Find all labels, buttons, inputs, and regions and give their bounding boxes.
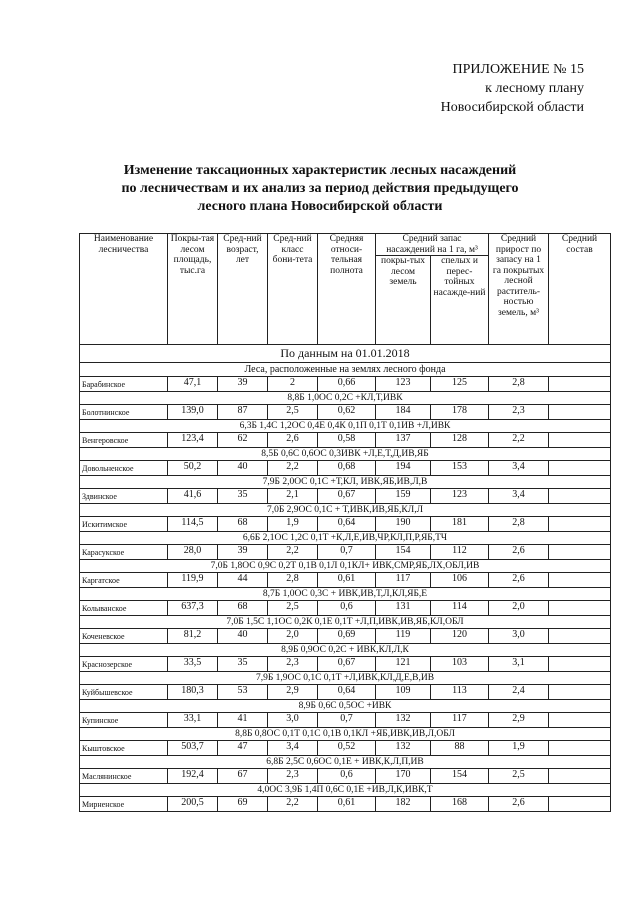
density-cell: 0,58 — [318, 433, 376, 448]
stock-mature-cell: 117 — [431, 713, 489, 728]
stock-mature-cell: 178 — [431, 405, 489, 420]
area-cell: 47,1 — [168, 377, 218, 392]
forestry-name-cell: Венгеровское — [80, 433, 168, 448]
composition-row — [80, 392, 611, 405]
composition-row — [80, 504, 611, 517]
section-title: По данным на 01.01.2018 — [80, 345, 611, 363]
density-cell: 0,68 — [318, 461, 376, 476]
bonitet-cell: 2,8 — [268, 573, 318, 588]
stock-mature-cell: 128 — [431, 433, 489, 448]
age-cell: 68 — [218, 517, 268, 532]
density-cell: 0,69 — [318, 629, 376, 644]
composition-row — [80, 728, 611, 741]
appendix-heading — [441, 60, 584, 117]
species-composition-text: 6,3Б 1,4С 1,2ОС 0,4Е 0,4К 0,1П 0,1Т 0,1ИВ +Л,ИВК — [80, 420, 611, 433]
title-line-1: Изменение таксационных характеристик лесных насаждений — [123, 163, 517, 178]
density-cell: 0,7 — [318, 545, 376, 560]
composition-cell — [549, 545, 611, 560]
species-composition-text: 6,6Б 2,1ОС 1,2С 0,1Т +К,Л,Е,ИВ,ЧР,КЛ,П,Р,ЯБ,ТЧ — [80, 532, 611, 545]
forestry-name-cell: Искитимское — [80, 517, 168, 532]
density-cell: 0,7 — [318, 713, 376, 728]
forestry-name-cell: Карасукское — [80, 545, 168, 560]
composition-cell — [549, 657, 611, 672]
header-stock-forest-land: покры-тых лесом земель — [376, 256, 431, 345]
composition-cell — [549, 517, 611, 532]
age-cell: 69 — [218, 797, 268, 812]
age-cell: 47 — [218, 741, 268, 756]
stock-forest-cell: 184 — [376, 405, 431, 420]
forestry-row — [80, 517, 611, 532]
bonitet-cell: 3,4 — [268, 741, 318, 756]
appendix-reference: к лесному плану — [485, 81, 584, 96]
bonitet-cell: 2,0 — [268, 629, 318, 644]
composition-cell — [549, 797, 611, 812]
composition-row — [80, 672, 611, 685]
bonitet-cell: 2,2 — [268, 461, 318, 476]
species-composition-text: 4,0ОС 3,9Б 1,4П 0,6С 0,1Е +ИВ,Л,К,ИВК,Т — [80, 784, 611, 797]
growth-cell: 2,9 — [489, 713, 549, 728]
stock-forest-cell: 131 — [376, 601, 431, 616]
forestry-name-cell: Каргатское — [80, 573, 168, 588]
growth-cell: 2,6 — [489, 545, 549, 560]
header-bonitet-class: Сред-ний класс бони-тета — [268, 234, 318, 345]
title-line-3: лесного плана Новосибирской области — [197, 199, 443, 214]
stock-forest-cell: 159 — [376, 489, 431, 504]
forestry-name-cell: Болотнинское — [80, 405, 168, 420]
stock-forest-cell: 137 — [376, 433, 431, 448]
stock-mature-cell: 106 — [431, 573, 489, 588]
stock-forest-cell: 154 — [376, 545, 431, 560]
area-cell: 50,2 — [168, 461, 218, 476]
age-cell: 40 — [218, 461, 268, 476]
area-cell: 637,3 — [168, 601, 218, 616]
species-composition-text: 8,9Б 0,6С 0,5ОС +ИВК — [80, 700, 611, 713]
header-growth: Средний прирост по запасу на 1 га покрытых лесной раститель-ностью земель, м³ — [489, 234, 549, 345]
composition-cell — [549, 741, 611, 756]
area-cell: 33,5 — [168, 657, 218, 672]
header-stock-mature: спелых и перес-тойных насажде-ний — [431, 256, 489, 345]
stock-forest-cell: 109 — [376, 685, 431, 700]
area-cell: 28,0 — [168, 545, 218, 560]
stock-forest-cell: 182 — [376, 797, 431, 812]
growth-cell: 2,5 — [489, 769, 549, 784]
species-composition-text: 7,9Б 1,9ОС 0,1С 0,1Т +Л,ИВК,КЛ,Д,Е,В,ИВ — [80, 672, 611, 685]
stock-mature-cell: 120 — [431, 629, 489, 644]
forestry-name-cell: Куйбышевское — [80, 685, 168, 700]
species-composition-text: 8,5Б 0,6С 0,6ОС 0,3ИВК +Л,Е,Т,Д,ИВ,ЯБ — [80, 448, 611, 461]
composition-cell — [549, 377, 611, 392]
stock-forest-cell: 121 — [376, 657, 431, 672]
bonitet-cell: 2,2 — [268, 545, 318, 560]
density-cell: 0,64 — [318, 685, 376, 700]
area-cell: 503,7 — [168, 741, 218, 756]
stock-forest-cell: 123 — [376, 377, 431, 392]
forestry-name-cell: Краснозерское — [80, 657, 168, 672]
composition-cell — [549, 601, 611, 616]
growth-cell: 3,4 — [489, 489, 549, 504]
bonitet-cell: 2,2 — [268, 797, 318, 812]
species-composition-text: 7,0Б 2,9ОС 0,1С + Т,ИВК,ИВ,ЯБ,КЛ,Л — [80, 504, 611, 517]
bonitet-cell: 2,3 — [268, 657, 318, 672]
bonitet-cell: 2,5 — [268, 601, 318, 616]
growth-cell: 2,4 — [489, 685, 549, 700]
growth-cell: 3,1 — [489, 657, 549, 672]
composition-row — [80, 420, 611, 433]
stock-forest-cell: 117 — [376, 573, 431, 588]
forestry-name-cell: Коченевское — [80, 629, 168, 644]
stock-forest-cell: 194 — [376, 461, 431, 476]
stock-mature-cell: 154 — [431, 769, 489, 784]
density-cell: 0,67 — [318, 489, 376, 504]
density-cell: 0,67 — [318, 657, 376, 672]
composition-cell — [549, 405, 611, 420]
growth-cell: 3,4 — [489, 461, 549, 476]
forestry-name-cell: Кыштовское — [80, 741, 168, 756]
composition-cell — [549, 685, 611, 700]
forestry-row — [80, 601, 611, 616]
species-composition-text: 7,0Б 1,8ОС 0,9С 0,2Т 0,1В 0,1Л 0,1КЛ+ ИВК,СМР,ЯБ,ЛХ,ОБЛ,ИВ — [80, 560, 611, 573]
appendix-region: Новосибирской области — [440, 100, 584, 115]
composition-cell — [549, 489, 611, 504]
forestry-row — [80, 405, 611, 420]
area-cell: 200,5 — [168, 797, 218, 812]
area-cell: 119,9 — [168, 573, 218, 588]
forestry-name-cell: Довольненское — [80, 461, 168, 476]
area-cell: 180,3 — [168, 685, 218, 700]
composition-row — [80, 476, 611, 489]
stock-forest-cell: 132 — [376, 741, 431, 756]
composition-row — [80, 532, 611, 545]
age-cell: 41 — [218, 713, 268, 728]
composition-cell — [549, 573, 611, 588]
bonitet-cell: 2 — [268, 377, 318, 392]
bonitet-cell: 2,9 — [268, 685, 318, 700]
composition-row — [80, 784, 611, 797]
species-composition-text: 8,7Б 1,0ОС 0,3С + ИВК,ИВ,Т,Л,КЛ,ЯБ,Е — [80, 588, 611, 601]
forestry-row — [80, 545, 611, 560]
composition-row — [80, 560, 611, 573]
area-cell: 114,5 — [168, 517, 218, 532]
header-forestry-name: Наименование лесничества — [80, 234, 168, 345]
growth-cell: 2,6 — [489, 797, 549, 812]
composition-row — [80, 448, 611, 461]
growth-cell: 2,6 — [489, 573, 549, 588]
composition-cell — [549, 629, 611, 644]
forestry-name-cell: Колыванское — [80, 601, 168, 616]
stock-forest-cell: 170 — [376, 769, 431, 784]
forestry-name-cell: Купинское — [80, 713, 168, 728]
document-title — [70, 162, 570, 216]
composition-cell — [549, 769, 611, 784]
forestry-name-cell: Барабинское — [80, 377, 168, 392]
age-cell: 35 — [218, 489, 268, 504]
forestry-row — [80, 769, 611, 784]
growth-cell: 2,8 — [489, 517, 549, 532]
bonitet-cell: 2,1 — [268, 489, 318, 504]
header-composition: Средний состав — [549, 234, 611, 345]
forestry-name-cell: Маслянинское — [80, 769, 168, 784]
title-line-2: по лесничествам и их анализ за период действия предыдущего — [121, 181, 519, 196]
composition-row — [80, 756, 611, 769]
density-cell: 0,66 — [318, 377, 376, 392]
age-cell: 87 — [218, 405, 268, 420]
density-cell: 0,6 — [318, 601, 376, 616]
stock-forest-cell: 132 — [376, 713, 431, 728]
stock-mature-cell: 153 — [431, 461, 489, 476]
age-cell: 39 — [218, 545, 268, 560]
bonitet-cell: 3,0 — [268, 713, 318, 728]
growth-cell: 2,3 — [489, 405, 549, 420]
composition-row — [80, 644, 611, 657]
density-cell: 0,52 — [318, 741, 376, 756]
composition-cell — [549, 433, 611, 448]
stock-mature-cell: 113 — [431, 685, 489, 700]
forestry-row — [80, 713, 611, 728]
growth-cell: 1,9 — [489, 741, 549, 756]
density-cell: 0,61 — [318, 797, 376, 812]
header-stock-group: Средний запас насаждений на 1 га, м³ — [376, 234, 489, 256]
stock-mature-cell: 168 — [431, 797, 489, 812]
bonitet-cell: 2,5 — [268, 405, 318, 420]
forestry-name-cell: Здвинское — [80, 489, 168, 504]
growth-cell: 2,0 — [489, 601, 549, 616]
forestry-row — [80, 461, 611, 476]
composition-cell — [549, 713, 611, 728]
age-cell: 67 — [218, 769, 268, 784]
species-composition-text: 7,9Б 2,0ОС 0,1С +Т,КЛ, ИВК,ЯБ,ИВ,Л,В — [80, 476, 611, 489]
area-cell: 192,4 — [168, 769, 218, 784]
species-composition-text: 8,9Б 0,9ОС 0,2С + ИВК,КЛ,Л,К — [80, 644, 611, 657]
stock-mature-cell: 88 — [431, 741, 489, 756]
age-cell: 39 — [218, 377, 268, 392]
stock-mature-cell: 103 — [431, 657, 489, 672]
density-cell: 0,62 — [318, 405, 376, 420]
species-composition-text: 8,8Б 0,8ОС 0,1Т 0,1С 0,1В 0,1КЛ +ЯБ,ИВК,ИВ,Л,ОБЛ — [80, 728, 611, 741]
header-forest-area: Покры-тая лесом площадь, тыс.га — [168, 234, 218, 345]
growth-cell: 3,0 — [489, 629, 549, 644]
forestry-row — [80, 489, 611, 504]
age-cell: 68 — [218, 601, 268, 616]
species-composition-text: 7,0Б 1,5С 1,1ОС 0,2К 0,1Е 0,1Т +Л,П,ИВК,ИВ,ЯБ,КЛ,ОБЛ — [80, 616, 611, 629]
area-cell: 33,1 — [168, 713, 218, 728]
species-composition-text: 8,8Б 1,0ОС 0,2С +КЛ,Т,ИВК — [80, 392, 611, 405]
age-cell: 62 — [218, 433, 268, 448]
stock-mature-cell: 123 — [431, 489, 489, 504]
composition-row — [80, 588, 611, 601]
area-cell: 139,0 — [168, 405, 218, 420]
subsection-title: Леса, расположенные на землях лесного фонда — [80, 363, 611, 377]
density-cell: 0,64 — [318, 517, 376, 532]
age-cell: 35 — [218, 657, 268, 672]
density-cell: 0,6 — [318, 769, 376, 784]
forest-characteristics-table — [79, 233, 611, 812]
area-cell: 123,4 — [168, 433, 218, 448]
stock-forest-cell: 119 — [376, 629, 431, 644]
forestry-name-cell: Мирненское — [80, 797, 168, 812]
forestry-row — [80, 685, 611, 700]
stock-mature-cell: 112 — [431, 545, 489, 560]
stock-forest-cell: 190 — [376, 517, 431, 532]
species-composition-text: 6,8Б 2,5С 0,6ОС 0,1Е + ИВК,К,Л,П,ИВ — [80, 756, 611, 769]
forestry-row — [80, 573, 611, 588]
header-average-age: Сред-ний возраст, лет — [218, 234, 268, 345]
forestry-row — [80, 377, 611, 392]
density-cell: 0,61 — [318, 573, 376, 588]
header-relative-density: Средняя относи-тельная полнота — [318, 234, 376, 345]
area-cell: 81,2 — [168, 629, 218, 644]
appendix-number: ПРИЛОЖЕНИЕ № 15 — [452, 62, 584, 77]
bonitet-cell: 2,3 — [268, 769, 318, 784]
bonitet-cell: 1,9 — [268, 517, 318, 532]
bonitet-cell: 2,6 — [268, 433, 318, 448]
growth-cell: 2,8 — [489, 377, 549, 392]
forestry-row — [80, 433, 611, 448]
stock-mature-cell: 114 — [431, 601, 489, 616]
composition-cell — [549, 461, 611, 476]
age-cell: 44 — [218, 573, 268, 588]
stock-mature-cell: 125 — [431, 377, 489, 392]
composition-row — [80, 616, 611, 629]
forestry-row — [80, 629, 611, 644]
forestry-row — [80, 657, 611, 672]
forestry-row — [80, 797, 611, 812]
age-cell: 53 — [218, 685, 268, 700]
stock-mature-cell: 181 — [431, 517, 489, 532]
forestry-row — [80, 741, 611, 756]
area-cell: 41,6 — [168, 489, 218, 504]
composition-row — [80, 700, 611, 713]
age-cell: 40 — [218, 629, 268, 644]
growth-cell: 2,2 — [489, 433, 549, 448]
